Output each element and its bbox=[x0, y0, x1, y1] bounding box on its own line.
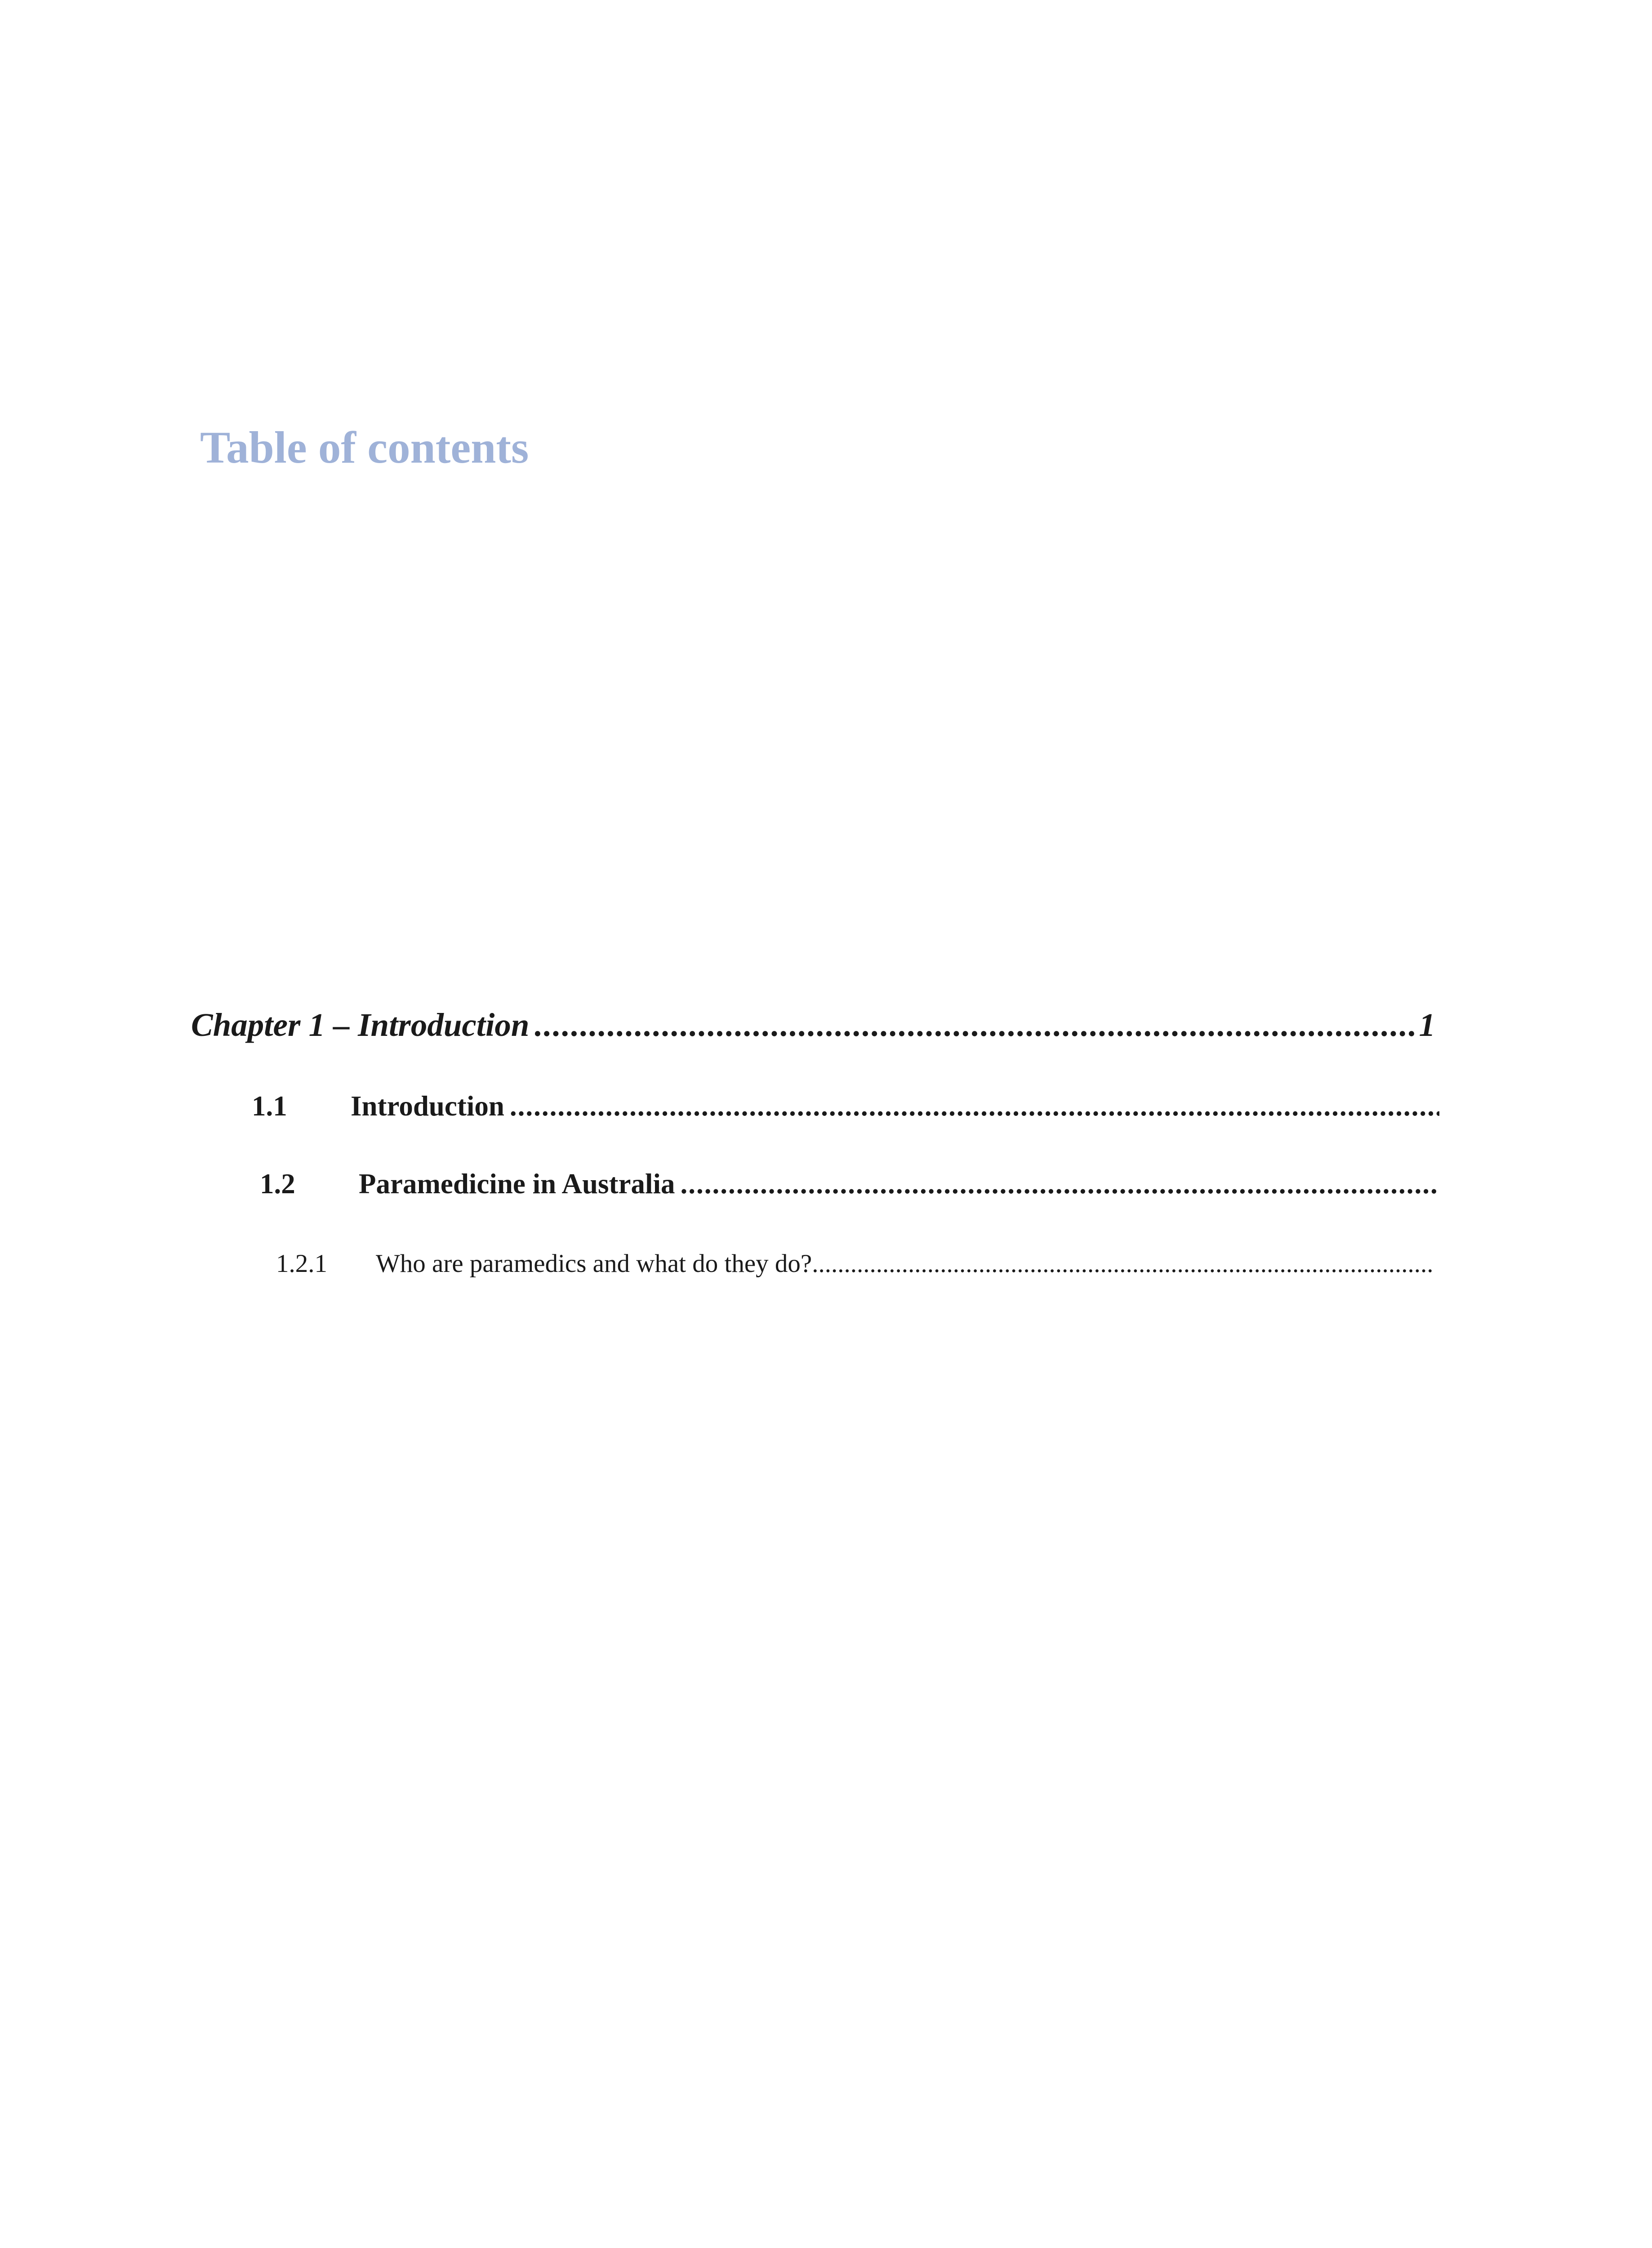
toc-entry-title: Paramedicine in Australia bbox=[359, 1168, 675, 1200]
toc-entry-number: 1.1 bbox=[252, 1090, 287, 1122]
toc-entry-chapter-1[interactable] bbox=[191, 1006, 1435, 1044]
toc-dot-leader bbox=[535, 1006, 1416, 1044]
toc-entry-section-1-2[interactable] bbox=[260, 1168, 1439, 1200]
toc-dot-leader bbox=[680, 1168, 1439, 1200]
toc-entry-subsection-1-2-1[interactable] bbox=[276, 1249, 1433, 1278]
toc-entry-title: Introduction bbox=[351, 1090, 504, 1122]
toc-entry-number: 1.2.1 bbox=[276, 1249, 327, 1278]
toc-entry-title: Who are paramedics and what do they do? bbox=[376, 1249, 812, 1278]
toc-entry-section-1-1[interactable] bbox=[252, 1090, 1439, 1123]
toc-dot-leader bbox=[812, 1249, 1433, 1278]
toc-entry-number: 1.2 bbox=[260, 1168, 295, 1200]
toc-entry-page-number: 1 bbox=[1419, 1007, 1435, 1043]
toc-heading: Table of contents bbox=[200, 422, 529, 473]
toc-entry-title: Chapter 1 – Introduction bbox=[191, 1007, 530, 1043]
toc-dot-leader bbox=[510, 1090, 1439, 1123]
